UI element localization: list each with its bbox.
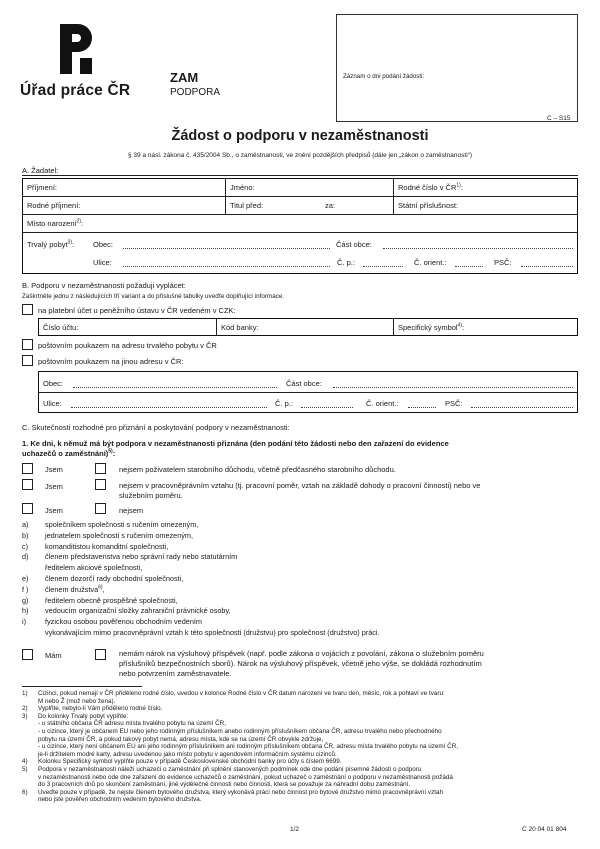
role-list-item: ředitelem obecně prospěšné společnosti, xyxy=(45,595,178,605)
other-street-label: Ulice: xyxy=(43,399,62,408)
stamp-label: Záznam o dni podání žádosti: xyxy=(343,73,425,80)
employment-text-1: nejsem v pracovněprávním vztahu (tj. pracovní poměr, vztah na základě dohody o pracovní činnosti) nebo ve xyxy=(119,481,481,490)
document-code: C 20 04 01 804 xyxy=(522,826,567,833)
residence-part-input[interactable] xyxy=(383,248,573,249)
service-mam-label: Mám xyxy=(45,651,62,660)
surname-field[interactable]: Příjmení: xyxy=(27,183,58,192)
section-a-heading: A. Žadatel: xyxy=(22,166,59,175)
account-number-field[interactable]: Číslo účtu: xyxy=(43,323,79,332)
role-list-item: komanditistou komanditní společnosti, xyxy=(45,541,169,551)
postal-other-label: poštovním poukazem na jinou adresu v ČR: xyxy=(38,357,184,366)
footnote-line: pobytu na území ČR, a pokud takový pobyt nemá, adresu místa, kde se na území ČR obvykle zdržuje, xyxy=(38,735,324,743)
postal-home-checkbox[interactable] xyxy=(22,339,33,350)
employment-text-2: služebním poměru. xyxy=(119,491,183,500)
birth-surname-field[interactable]: Rodné příjmení: xyxy=(27,201,81,210)
role-list-letter: d) xyxy=(22,552,29,562)
footnote-line: - u státního občana ČR adresu místa trvalého pobytu na území ČR, xyxy=(38,720,226,728)
role-list-item: fyzickou osobou pověřenou obchodním vedením xyxy=(45,617,202,627)
service-mam-checkbox[interactable] xyxy=(22,649,33,660)
residence-orient-label: Č. orient.: xyxy=(414,258,447,267)
footnote-line: Do kolonky Trvalý pobyt vyplňte: xyxy=(38,712,129,720)
company-jsem-checkbox[interactable] xyxy=(22,503,33,514)
employment-jsem-label: Jsem xyxy=(45,482,63,491)
form-subtitle: PODPORA xyxy=(170,87,221,98)
residence-postcode-input[interactable] xyxy=(521,266,573,267)
role-list-item: jednatelem společnosti s ručením omezeným, xyxy=(45,530,194,540)
role-list-item: členem dozorčí rady obchodní společnosti, xyxy=(45,574,184,583)
service-text-2: příslušníků bezpečnostních sborů). Nárok na výsluhový příspěvek, včetně jeho výše, se dokládá rozhodnutím xyxy=(119,659,482,668)
other-part-input[interactable] xyxy=(333,387,573,388)
footnote-line: M nebo Ž (muž nebo žena). xyxy=(38,697,116,705)
footnote-line: Kolonku Specifický symbol vyplňte pouze v případě Československé obchodní banky pro účty s číslem 6699. xyxy=(38,758,342,766)
footnote-number: 2) xyxy=(22,705,28,713)
role-list-letter: e) xyxy=(22,574,29,583)
footnote-line: je-li držitelem modré karty, adresu uvedenou jako místo pobytu v agendovém informačním systému cizinců. xyxy=(38,750,337,758)
question-1-line1: 1. Ke dni, k němuž má být podpora v nezaměstnanosti přiznána (den podání této žádosti nebo den zařazení do evidence xyxy=(22,439,449,448)
residence-house-label: Č. p.: xyxy=(337,258,355,267)
footnote-line: - u cizince, který je občanem EU nebo jeho rodinným příslušníkem anebo rodinným příslušníkem občana ČR, adresu trvalého nebo přechodného xyxy=(38,728,442,735)
birth-number-field[interactable]: Rodné číslo v ČR$^{1)}$: xyxy=(398,182,463,192)
service-text-1: nemám nárok na výsluhový příspěvek (např. podle zákona o vojácích z povolání, zákona o služebním poměru xyxy=(119,649,484,658)
company-nejsem-label: nejsem xyxy=(119,506,144,515)
urad-prace-logo-icon xyxy=(58,22,94,76)
footnote-line: - u cizince, který není občanem EU ani jeho rodinným příslušníkem ani rodinným příslušníkem občana ČR, adresu místa trvalého pobytu na území ČR, xyxy=(38,743,458,751)
title-before-field[interactable]: Titul před: xyxy=(230,201,264,210)
pension-jsem-label: Jsem xyxy=(45,465,63,474)
service-nemam-checkbox[interactable] xyxy=(95,649,106,660)
footnote-line: v nezaměstnanosti nebo ode dne zařazení do evidence uchazečů o zaměstnání, pokud uchazeč o zaměstnání o podporu v nezaměstnanosti požádá xyxy=(38,773,453,781)
residence-municipality-input[interactable] xyxy=(123,248,330,249)
page-number: 1/2 xyxy=(290,826,300,833)
page-title: Žádost o podporu v nezaměstnanosti xyxy=(171,128,429,144)
birthplace-field[interactable]: Místo narození$^{2)}$: xyxy=(27,218,84,228)
other-orient-label: Č. orient.: xyxy=(366,399,399,408)
first-name-field[interactable]: Jméno: xyxy=(230,183,255,192)
bank-code-field[interactable]: Kód banky: xyxy=(221,323,259,332)
citizenship-field[interactable]: Státní příslušnost: xyxy=(398,201,459,210)
residence-label: Trvalý pobyt$^{3)}$: xyxy=(27,239,75,249)
pension-jsem-checkbox[interactable] xyxy=(22,463,33,474)
account-table xyxy=(38,318,578,336)
legal-basis: § 39 a násl. zákona č. 435/2004 Sb., o zaměstnanosti, ve znění pozdějších předpisů (dále jen „zákon o zaměstnanosti“) xyxy=(128,152,472,159)
role-list-letter: a) xyxy=(22,520,29,529)
role-list-item: ředitelem akciové společnosti, xyxy=(45,563,143,573)
company-jsem-label: Jsem xyxy=(45,506,63,515)
form-code: ZAM xyxy=(170,70,199,85)
role-list-letter: h) xyxy=(22,606,29,616)
employment-nejsem-checkbox[interactable] xyxy=(95,479,106,490)
role-list-letter: c) xyxy=(22,541,29,551)
pension-text: nejsem poživatelem starobního důchodu, včetně předčasného starobního důchodu. xyxy=(119,465,396,474)
footnote-number: 1) xyxy=(22,690,28,697)
payment-account-checkbox[interactable] xyxy=(22,304,33,315)
residence-postcode-label: PSČ: xyxy=(494,258,512,267)
role-list-letter: b) xyxy=(22,530,29,540)
footnote-number: 5) xyxy=(22,766,28,773)
other-municipality-input[interactable] xyxy=(73,387,277,388)
payment-account-label: na platební účet u peněžního ústavu v ČR vedeném v CZK: xyxy=(38,306,236,315)
employment-jsem-checkbox[interactable] xyxy=(22,479,33,490)
footnote-line: Uveďte pouze v případě, že nejste členem bytového družstva, který vykonává práci nebo činnost pro bytové družstvo mimo pracovněprávní vztah xyxy=(38,788,443,796)
service-text-3: nebo potvrzením zaměstnavatele. xyxy=(119,669,232,678)
footnote-line: do 3 pracovních dnů po skončení zaměstnání, jiné výdělečné činnosti nebo činnosti, která se považuje za náhradní dobu zaměstnání. xyxy=(38,781,411,789)
postal-home-label: poštovním poukazem na adresu trvalého pobytu v ČR xyxy=(38,341,217,350)
submission-record-box[interactable] xyxy=(336,14,578,122)
footnote-number: 6) xyxy=(22,788,28,796)
other-postcode-label: PSČ: xyxy=(445,399,463,408)
residence-part-label: Část obce: xyxy=(336,240,372,249)
residence-municipality-label: Obec: xyxy=(93,240,114,249)
footnote-number: 3) xyxy=(22,712,28,720)
role-list-letter: f ) xyxy=(22,584,29,594)
other-street-input[interactable] xyxy=(71,407,267,408)
pension-nejsem-checkbox[interactable] xyxy=(95,463,106,474)
residence-street-label: Ulice: xyxy=(93,258,112,267)
footnote-number: 4) xyxy=(22,758,28,766)
brand-name: Úřad práce ČR xyxy=(20,82,131,99)
role-list-item: členem družstva$^{6)}$, xyxy=(45,584,105,594)
other-part-label: Část obce: xyxy=(286,379,322,388)
role-list-item: vykonávajícím mimo pracovněprávní vztah k této společnosti (družstvu) pro společnost (družstvo) práci. xyxy=(45,628,380,637)
role-list-item: vedoucím organizační složky zahraniční právnické osoby, xyxy=(45,606,231,616)
company-nejsem-checkbox[interactable] xyxy=(95,503,106,514)
form-id: C – S15 xyxy=(547,115,571,122)
footnote-line: nebo jste pověřen obchodním vedením bytového družstva. xyxy=(38,796,202,804)
section-c-heading: C. Skutečnosti rozhodné pro přiznání a poskytování podpory v nezaměstnanosti: xyxy=(22,423,290,432)
role-list-item: členem představenstva nebo správní rady nebo statutárním xyxy=(45,552,238,562)
footnote-line: Cizinci, pokud nemají v ČR přiděleno rodné číslo, uvedou v kolonce Rodné číslo v ČR datum narození ve tvaru den, měsíc, rok a pohlaví ve tvaru: xyxy=(38,690,445,697)
question-1-line2: uchazečů o zaměstnání)$^{5)}$: xyxy=(22,448,116,458)
section-b-heading: B. Podporu v nezaměstnanosti požaduji vyplácet: xyxy=(22,281,186,290)
other-postcode-input[interactable] xyxy=(471,407,573,408)
other-house-input[interactable] xyxy=(301,407,353,408)
other-orient-input[interactable] xyxy=(408,407,436,408)
other-house-label: Č. p.: xyxy=(275,399,293,408)
residence-orient-input[interactable] xyxy=(455,266,483,267)
postal-other-checkbox[interactable] xyxy=(22,355,33,366)
section-b-instruction: Zaškrtněte jednu z následujících tří variant a do příslušné tabulky uveďte doplňující informace. xyxy=(22,293,285,300)
residence-house-input[interactable] xyxy=(363,266,403,267)
specific-symbol-field[interactable]: Specifický symbol$^{4)}$: xyxy=(398,322,465,332)
role-list-item: společníkem společnosti s ručením omezeným, xyxy=(45,520,199,529)
role-list-letter: g) xyxy=(22,595,29,605)
footnote-line: Vyplňte, nebylo-li Vám přiděleno rodné číslo. xyxy=(38,705,163,713)
footnote-line: Podpora v nezaměstnanosti náleží uchazeči o zaměstnání při splnění stanovených podmínek ode dne podání písemné žádosti o podporu xyxy=(38,766,422,773)
residence-street-input[interactable] xyxy=(123,266,330,267)
role-list-letter: i) xyxy=(22,617,27,627)
other-municipality-label: Obec: xyxy=(43,379,64,388)
title-after-field[interactable]: za: xyxy=(325,201,336,210)
